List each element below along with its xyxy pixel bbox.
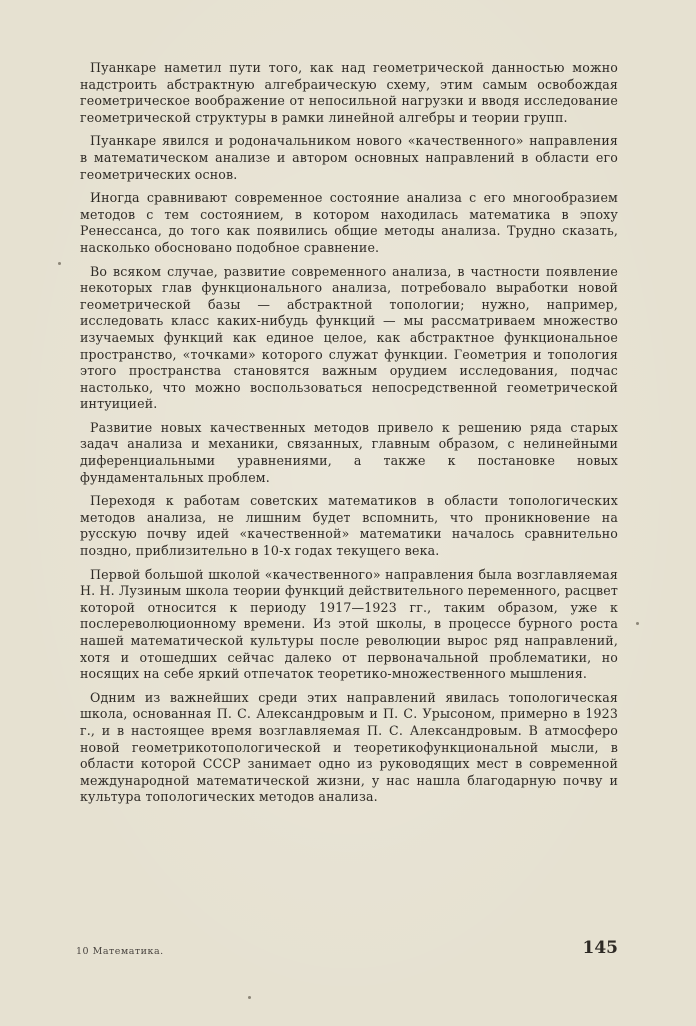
paragraph-6: Переходя к работам советских математиков в области топологических методов анализа, не лишним будет вспомнить, что проникновение на русскую почву идей «качественной» математики началось сравнительно поздно, приблизительно в 10-х годах текущего века.	[80, 493, 618, 559]
page-footer	[60, 938, 620, 966]
paragraph-8: Одним из важнейших среди этих направлений явилась топологическая школа, основанная П. С. Александровым и П. С. Урысоном, примерно в 1923 г., и в настоящее время возглавляемая П. С. Александровым. В атмосферо новой геометрикотопологической и теоретикофункциональной мысли, в области которой СССР занимает одно из руководящих мест в современной международной математической жизни, у нас нашла благодарную почву и культура топологических методов анализа.	[80, 689, 618, 805]
paper-speck	[636, 622, 639, 625]
paragraph-3: Иногда сравнивают современное состояние анализа с его многообразием методов с тем состоянием, в котором находилась математика в эпоху Ренессанса, до того как появились общие методы анализа. Трудно сказать, насколько обосновано подобное сравнение.	[80, 190, 618, 255]
paper-speck	[248, 996, 251, 999]
paragraph-4: Во всяком случае, развитие современного анализа, в частности появление некоторых глав функционального анализа, потребовало выработки новой геометрической базы — абстрактной топологии; нужно, например, исследовать класс каких-нибудь функций — мы рассматриваем множество изучаемых функций как единое целое, как абстрактное функциональное пространство, «точками» которого служат функции. Геометрия и топология этого пространства становятся важным орудием исследования, подчас настолько, что можно воспользоваться непосредственной геометрической интуицией.	[80, 263, 618, 412]
printer-signature: 10 Математика.	[76, 946, 164, 957]
body-text	[80, 60, 618, 813]
paragraph-5: Развитие новых качественных методов привело к решению ряда старых задач анализа и механики, связанных, главным образом, с нелинейными диференциальными уравнениями, а также к постановке новых фундаментальных проблем.	[80, 419, 618, 485]
paragraph-7: Первой большой школой «качественного» направления была возглавляемая Н. Н. Лузиным школа теории функций действительного переменного, расцвет которой относится к периоду 1917—1923 гг., таким образом, уже к послереволюционному времени. Из этой школы, в процессе бурного роста нашей математической культуры после революции вырос ряд направлений, хотя и отошедших сейчас далеко от первоначальной проблематики, но носящих на себе яркий отпечаток теоретико-множественного мышления.	[80, 566, 618, 682]
paragraph-2: Пуанкаре явился и родоначальником нового «качественного» направления в математическом анализе и автором основных направлений в области его геометрических основ.	[80, 133, 618, 182]
page-number: 145	[582, 938, 618, 958]
paragraph-1: Пуанкаре наметил пути того, как над геометрической данностью можно надстроить абстрактную алгебраическую схему, этим самым освобождая геометрическое воображение от непосильной нагрузки и вводя исследование геометрической структуры в рамки линейной алгебры и теории групп.	[80, 60, 618, 125]
paper-speck	[58, 262, 61, 265]
